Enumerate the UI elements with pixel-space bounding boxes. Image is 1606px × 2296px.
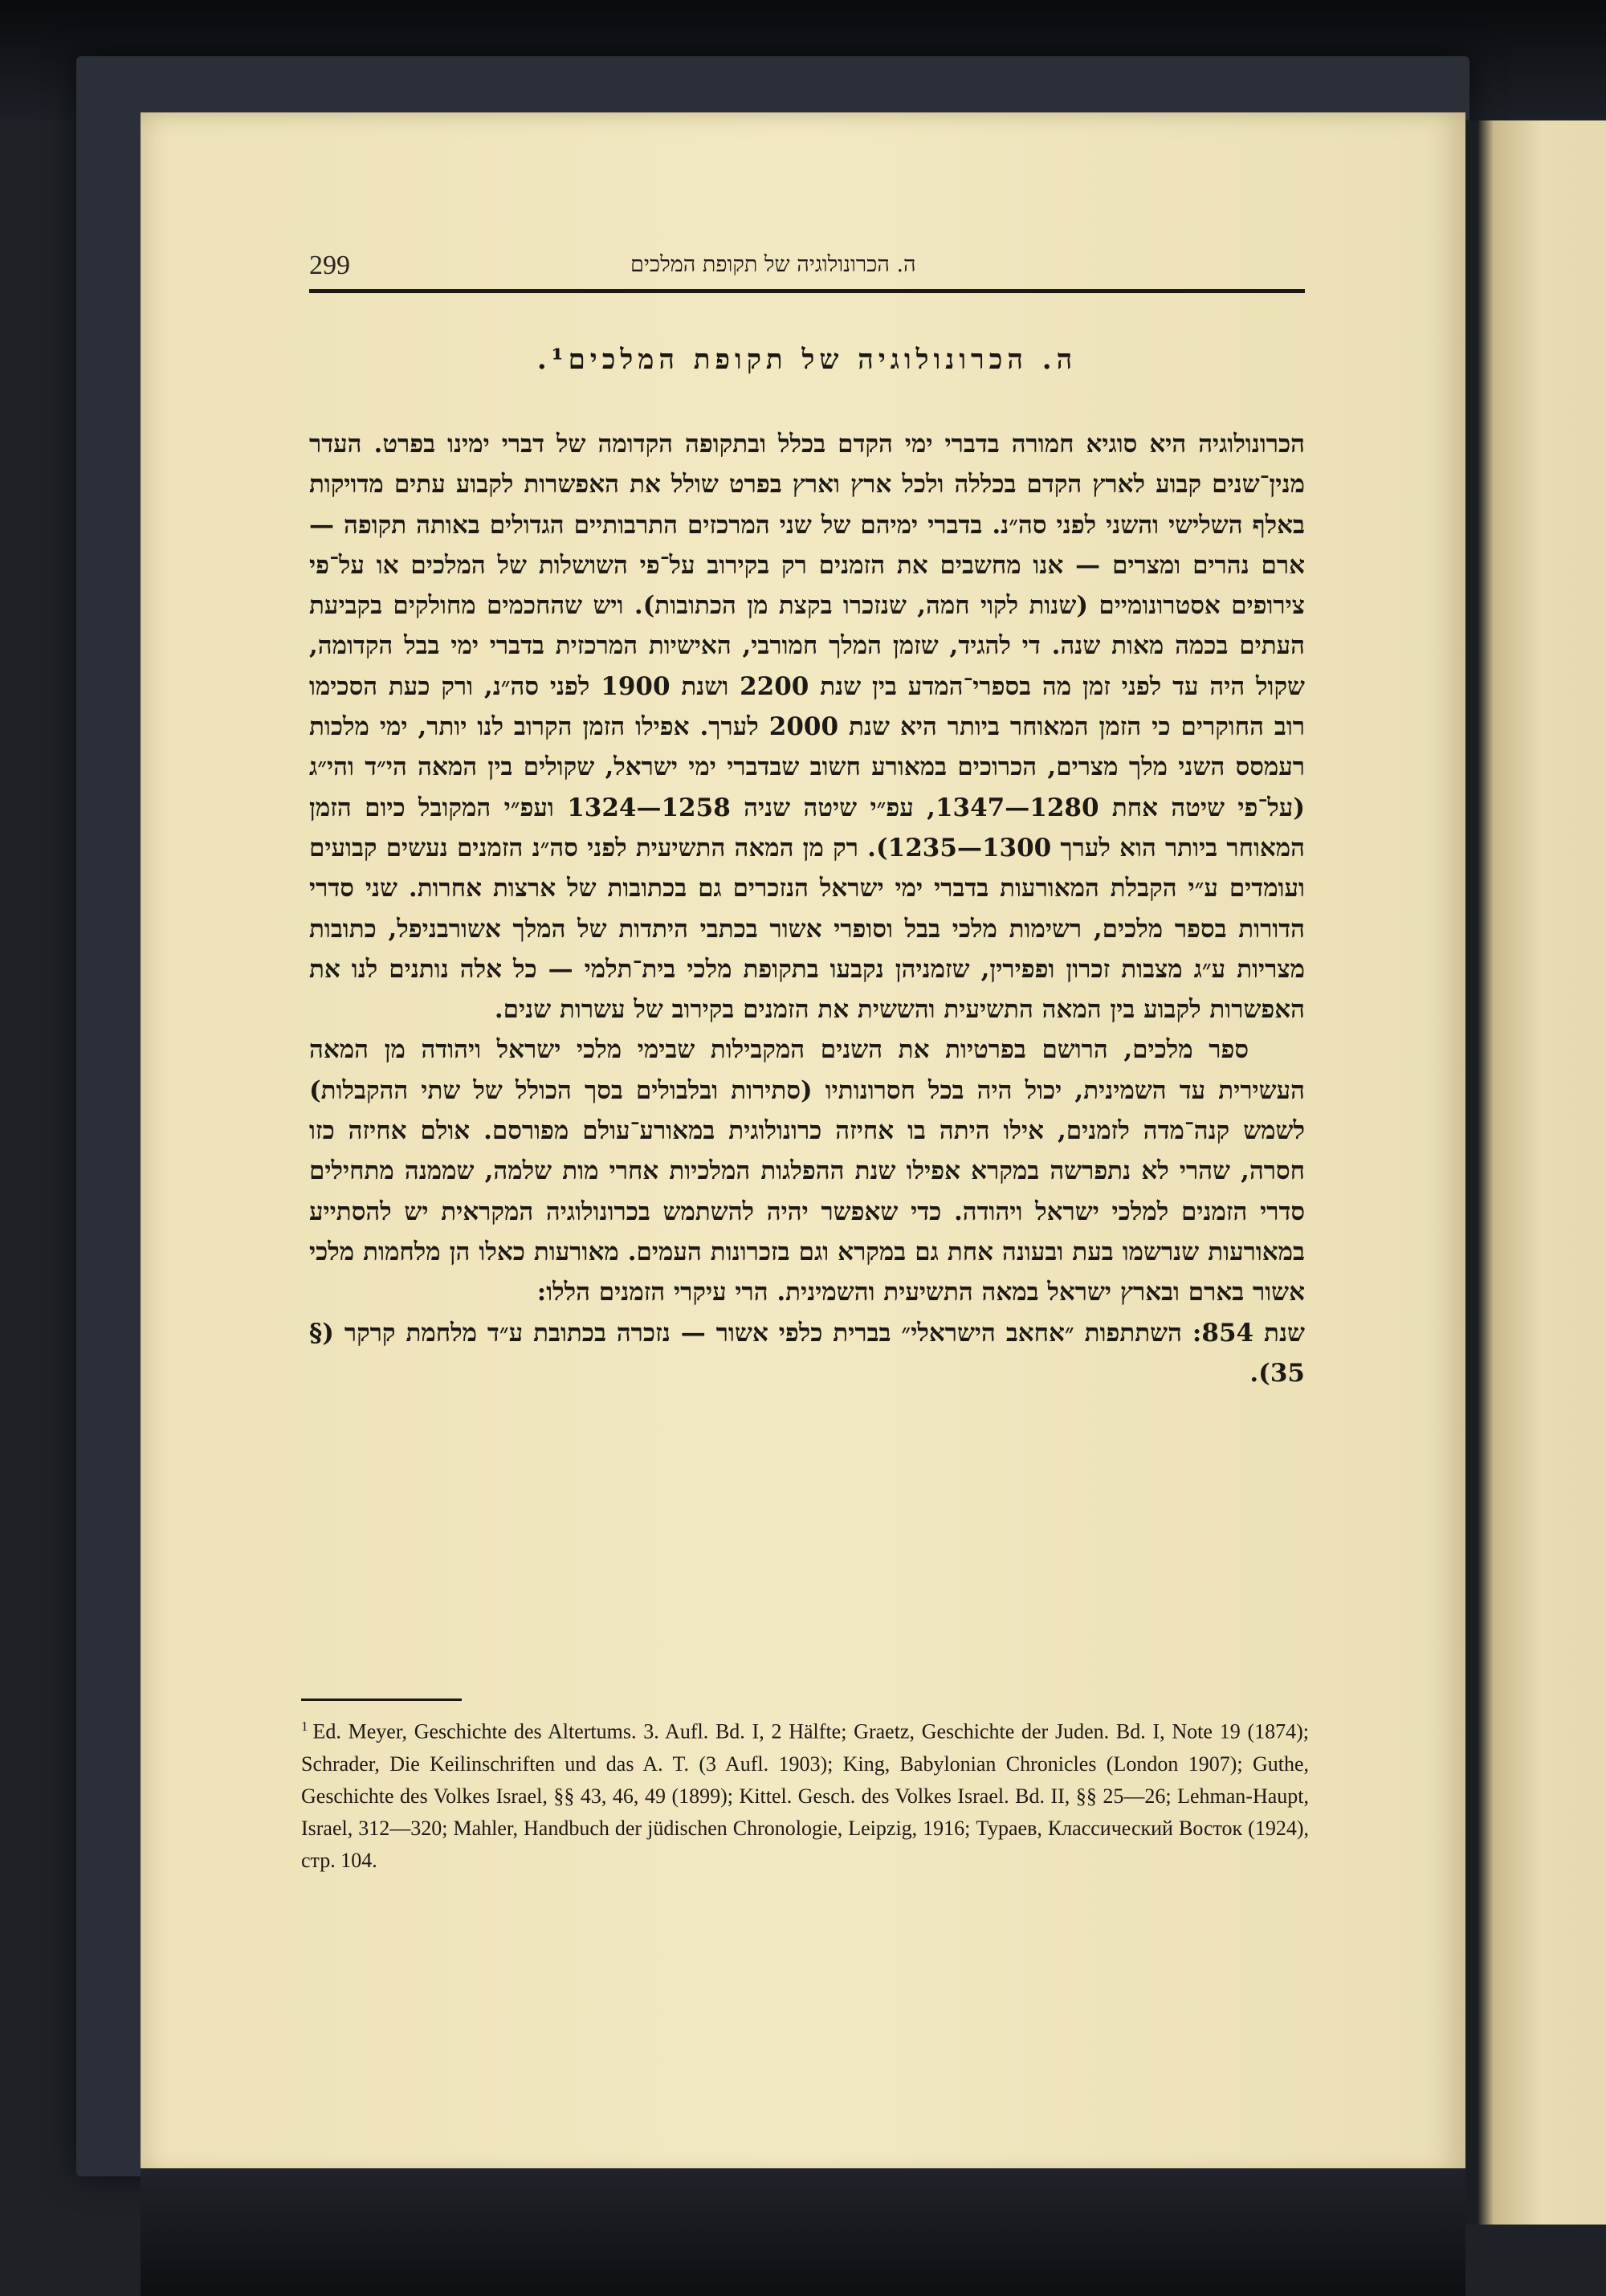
adjacent-page-edge — [1445, 120, 1606, 2225]
footnote-text: Ed. Meyer, Geschichte des Altertums. 3. Aufl. Bd. I, 2 Hälfte; Graetz, Geschichte der Juden. Bd. I, Note 19 (1874); Schrader, Die Keilinschriften und das A. T. (3 Aufl. 1903); King, Babylonian Chronicles (London 1907); Guthe, Geschichte des Volkes Israel, §§ 43, 46, 49 (1899); Kittel. Gesch. des Volkes Israel. Bd. II, §§ 25—26; Lehman-Haupt, Israel, 312—320; Mahler, Handbuch der jüdischen Chronologie, Leipzig, 1916; Тураев, Классический Восток (1924), стр. 104. — [301, 1719, 1309, 1872]
paragraph-1: הכרונולוגיה היא סוגיא חמורה בדברי ימי הקדם בכלל ובתקופה הקדומה של דברי ימינו בפרט. העדר מנין־שנים קבוע לארץ הקדם בכללה ולכל ארץ וארץ בפרט שולל את האפשרות לקבוע עתים מדויקות באלף השלישי והשני לפני סה״נ. בדברי ימיהם של שני המרכזים התרבותיים הגדולים באותה תקופה — ארם נהרים ומצרים — אנו מחשבים את הזמנים רק בקירוב על־פי השושלות של המלכים או על־פי צירופים אסטרונומיים (שנות לקוי חמה, שנזכרו בקצת מן הכתובות). ויש שהחכמים מחולקים בקביעת העתים בכמה מאות שנה. די להגיד, שזמן המלך חמורבי, האישיות המרכזית בדברי ימי בבל הקדומה, שקול היה עד לפני זמן מה בספרי־המדע בין שנת 2200 ושנת 1900 לפני סה״נ, ורק כעת הסכימו רוב החוקרים כי הזמן המאוחר ביותר היא שנת 2000 לערך. אפילו הזמן הקרוב לנו יותר, ימי מלכות רעמסס השני מלך מצרים, הכרוכים במאורע חשוב שבדברי ימי ישראל, שקולים בין המאה הי״ד והי״ג (על־פי שיטה אחת 1280—1347, עפ״י שיטה שניה 1258—1324 ועפ״י המקובל כיום הזמן המאוחר ביותר הוא לערך 1300—1235). רק מן המאה התשיעית לפני סה״נ הזמנים נעשים קבועים ועומדים ע״י הקבלת המאורעות בדברי ימי ישראל הנזכרים גם בכתובות של ארצות אחרות. שני סדרי הדורות בספר מלכים, רשימות מלכי בבל וסופרי אשור בכתבי היתדות של המלך אשורבניפל, כתובות מצריות ע״ג מצבות זכרון ופפירין, שזמניהן נקבעו בתקופת מלכי בית־תלמי — כל אלה נותנים לנו את האפשרות לקבוע בין המאה התשיעית והששית את הזמנים בקירוב של עשרות שנים. — [309, 430, 1306, 1025]
body-text — [309, 424, 1305, 1393]
paragraph-3: שנת 854: השתתפות ״אחאב הישראלי״ בברית כלפי אשור — נזכרה בכתובת ע״ד מלחמת קרקר (§ 35). — [309, 1318, 1305, 1388]
running-header — [309, 251, 1305, 295]
running-title: ה. הכרונולוגיה של תקופת המלכים — [630, 252, 916, 277]
chapter-title: ה. הכרונולוגיה של תקופת המלכים¹. — [536, 344, 1078, 376]
paragraph-2: ספר מלכים, הרושם בפרטיות את השנים המקבילות שבימי מלכי ישראל ויהודה מן המאה העשירית עד השמינית, יכול היה בכל חסרונותיו (סתירות ובלבולים בסך הכולל של שתי ההקבלות) לשמש קנה־מדה לזמנים, אילו היתה בו אחיזה כרונולוגית במאורע־עולם מפורסם. אולם אחיזה כזו חסרה, שהרי לא נתפרשה במקרא אפילו שנת ההפלגות המלכיות אחרי מות שלמה, שממנה מתחילים סדרי הזמנים למלכי ישראל ויהודה. כדי שאפשר יהיה להשתמש בכרונולוגיה המקראית יש להסתייע במאורעות שנרשמו בעת ובעונה אחת גם במקרא וגם בזכרונות העמים. מאורעות כאלו הן מלחמות מלכי אשור בארם ובארץ ישראל במאה התשיעית והשמינית. הרי עיקרי הזמנים הללו: — [309, 1035, 1305, 1307]
scan-background-bottom — [141, 2168, 1465, 2296]
footnote-marker: 1 — [301, 1719, 308, 1734]
header-rule — [309, 289, 1305, 293]
footnote — [301, 1711, 1309, 1877]
footnote-rule — [301, 1699, 462, 1701]
page-number: 299 — [309, 251, 350, 280]
